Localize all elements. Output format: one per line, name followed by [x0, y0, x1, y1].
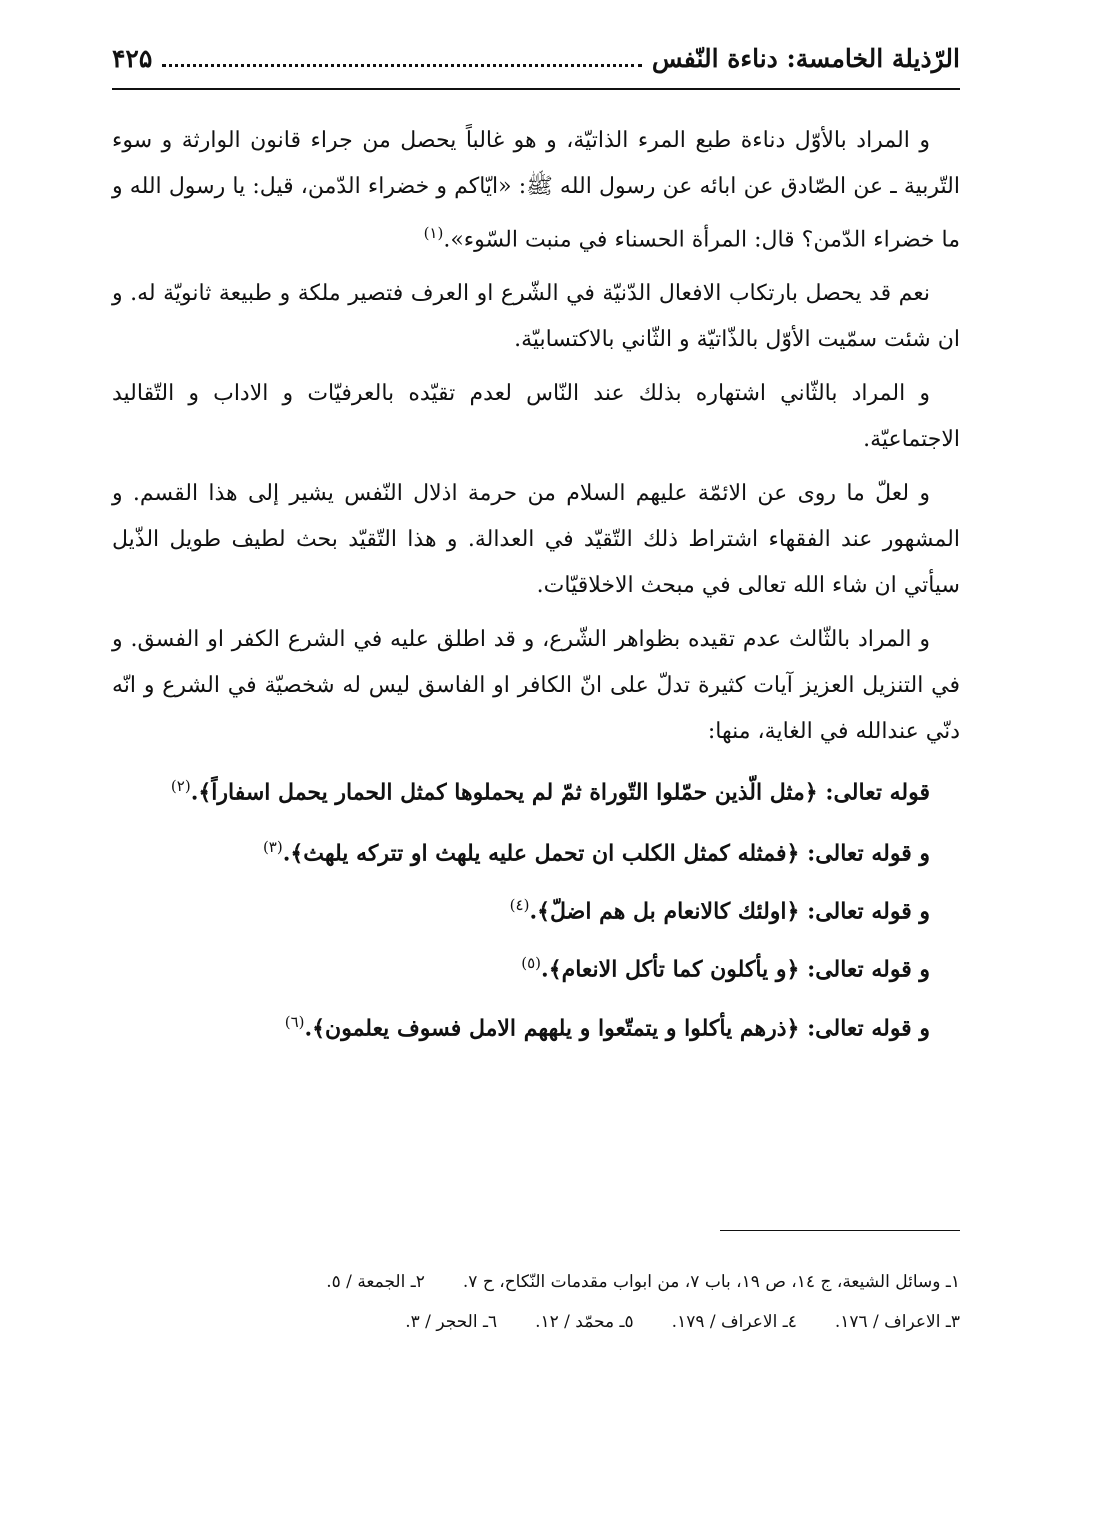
- footnote-4: ٤ـ الاعراف / ١٧٩.: [671, 1312, 797, 1332]
- verse-4: و قوله تعالى: ﴿و يأكلون كما تأكل الانعام﴾.$^{(٥)}$: [521, 954, 930, 983]
- main-text: [112, 118, 960, 1057]
- paragraph-1: و المراد بالأوّل دناءة طبع المرء الذاتيّة، و هو غالباً يحصل من جراء قانون الوارثة و سوء التّربية ـ عن الصّادق عن ابائه عن رسول الله ﷺ: «ايّاكم و خضراء الدّمن، قيل: يا رسول الله و ما خضراء الدّمن؟ قال: المرأة الحسناء في منبت السّوء».$^{(۱)}$: [112, 128, 960, 253]
- footnote-marker-6: (٦): [284, 1012, 305, 1031]
- footnote-marker-3: (۳): [262, 837, 283, 856]
- footnote-6: ٦ـ الحجر / ٣.: [405, 1312, 498, 1332]
- verse-5: و قوله تعالى: ﴿ذرهم يأكلوا و يتمتّعوا و يلههم الامل فسوف يعلمون﴾.$^{(٦)}$: [284, 1012, 930, 1041]
- paragraph-2: نعم قد يحصل بارتكاب الافعال الدّنيّة في الشّرع او العرف فتصير ملكة و طبيعة ثانويّة له. و ان شئت سمّيت الأوّل بالذّاتيّة و الثّاني بالاكتسابيّة.: [112, 281, 960, 353]
- footnotes: [190, 1262, 960, 1342]
- paragraph-5: و المراد بالثّالث عدم تقيده بظواهر الشّرع، و قد اطلق عليه في الشرع الكفر او الفسق. و في التنزيل العزيز آيات كثيرة تدلّ على انّ الكافر او الفاسق ليس له شخصيّة في الشرع و انّه دنّي عندالله في الغاية، منها:: [112, 627, 960, 745]
- footnote-1: ١ـ وسائل الشيعة، ج ١٤، ص ١٩، باب ٧، من ابواب مقدمات النّكاح، ح ٧.: [462, 1272, 960, 1292]
- header-dot-leader: [162, 50, 642, 67]
- chapter-title: الرّذيلة الخامسة: دناءة النّفس: [651, 43, 960, 73]
- running-header: [112, 36, 960, 80]
- page-number: ۴۲۵: [112, 43, 153, 73]
- paragraph-3: و المراد بالثّاني اشتهاره بذلك عند النّاس لعدم تقيّده بالعرفيّات و الاداب و التّقاليد الاجتماعيّة.: [112, 381, 960, 453]
- footnote-3: ٣ـ الاعراف / ١٧٦.: [834, 1312, 960, 1332]
- footnote-marker-1: (۱): [423, 224, 444, 242]
- footnote-rule: [720, 1230, 960, 1231]
- paragraph-4: و لعلّ ما روى عن الائمّة عليهم السلام من حرمة اذلال النّفس يشير إلى هذا القسم. و المشهور عند الفقهاء اشتراط ذلك التّقيّد في العدالة. و هذا التّقيّد بحث لطيف طويل الذّيل سيأتي ان شاء الله تعالى في مبحث الاخلاقيّات.: [112, 481, 960, 599]
- verse-3: و قوله تعالى: ﴿اولئك كالانعام بل هم اضلّ﴾.$^{(٤)}$: [509, 895, 930, 925]
- header-rule: [112, 88, 960, 90]
- verse-2: و قوله تعالى: ﴿فمثله كمثل الكلب ان تحمل عليه يلهث او تتركه يلهث﴾.$^{(۳)}$: [262, 837, 930, 866]
- footnote-marker-5: (٥): [521, 954, 542, 973]
- footnote-5: ٥ـ محمّد / ١٢.: [535, 1312, 634, 1332]
- footnote-row-1: [190, 1262, 960, 1302]
- footnote-2: ٢ـ الجمعة / ٥.: [326, 1272, 425, 1292]
- footnote-marker-2: (۲): [170, 777, 191, 796]
- footnote-marker-4: (٤): [509, 895, 530, 914]
- footnote-row-2: [190, 1302, 960, 1342]
- verse-1: قوله تعالى: ﴿مثل الّذين حمّلوا التّوراة ثمّ لم يحملوها كمثل الحمار يحمل اسفاراً﴾.$^{(۲)}$: [170, 777, 930, 806]
